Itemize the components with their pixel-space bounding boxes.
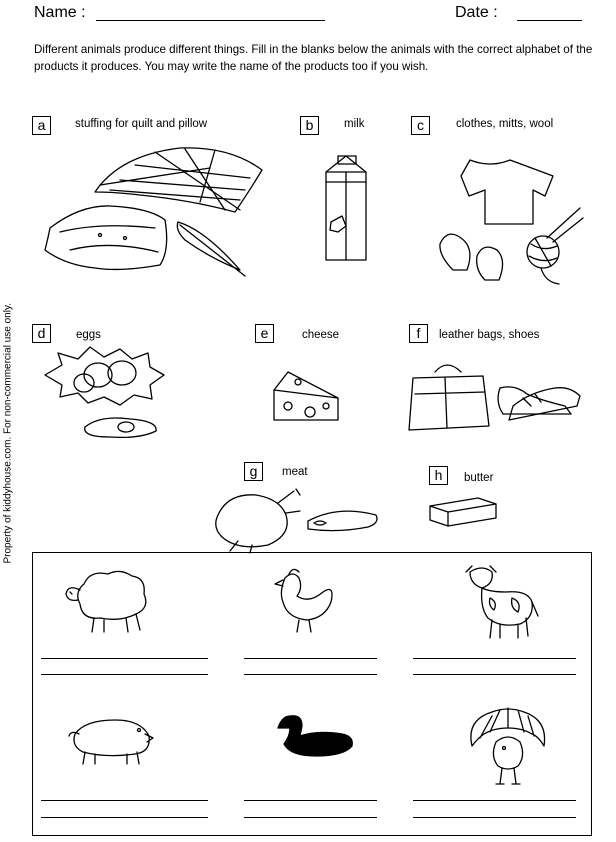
pig-icon xyxy=(65,712,155,767)
butter-block-icon xyxy=(428,492,498,532)
product-letter-h: h xyxy=(429,466,448,485)
answer-line[interactable] xyxy=(244,674,377,675)
eggs-nest-icon xyxy=(40,345,175,445)
copyright-note: Property of kiddyhouse.com. For non-commercial use only. xyxy=(2,303,14,564)
product-label-b: milk xyxy=(344,118,365,130)
chicken-steak-icon xyxy=(208,485,388,553)
quilt-pillow-feather-icon xyxy=(40,140,270,280)
tshirt-mitts-yarn-icon xyxy=(435,152,585,292)
answer-line[interactable] xyxy=(413,817,576,818)
product-letter-c: c xyxy=(411,116,430,135)
answer-line[interactable] xyxy=(41,817,208,818)
answer-line[interactable] xyxy=(41,658,208,659)
date-label: Date : xyxy=(455,4,498,21)
chicken-icon xyxy=(265,568,340,636)
cheese-wedge-icon xyxy=(270,368,342,428)
product-label-d: eggs xyxy=(76,329,101,341)
answer-line[interactable] xyxy=(413,658,576,659)
product-letter-e: e xyxy=(255,324,274,343)
name-label: Name : xyxy=(34,4,86,21)
answer-line[interactable] xyxy=(413,674,576,675)
product-label-a: stuffing for quilt and pillow xyxy=(75,118,208,130)
answer-line[interactable] xyxy=(41,674,208,675)
bag-shoes-icon xyxy=(405,358,585,438)
product-letter-f: f xyxy=(409,324,428,343)
answer-line[interactable] xyxy=(244,800,377,801)
product-label-e: cheese xyxy=(302,329,340,341)
answer-line[interactable] xyxy=(41,800,208,801)
cow-icon xyxy=(460,562,540,642)
product-letter-d: d xyxy=(32,324,51,343)
product-label-f: leather bags, shoes xyxy=(439,329,540,341)
turkey-icon xyxy=(466,706,550,788)
product-letter-a: a xyxy=(32,116,51,135)
name-field[interactable] xyxy=(96,20,325,21)
product-letter-g: g xyxy=(244,462,263,481)
product-label-h: butter xyxy=(464,472,494,484)
answer-line[interactable] xyxy=(244,817,377,818)
instructions: Different animals produce different things. Fill in the blanks below the animals with the correct alphabet of the products it produces. You may write the name of the products too if you wish. xyxy=(34,43,593,73)
answer-line[interactable] xyxy=(413,800,576,801)
milk-carton-icon xyxy=(316,152,376,264)
answer-line[interactable] xyxy=(244,658,377,659)
product-letter-b: b xyxy=(300,116,319,135)
sheep-icon xyxy=(60,564,158,636)
duck-icon xyxy=(268,710,356,760)
product-label-g: meat xyxy=(282,466,308,478)
product-label-c: clothes, mitts, wool xyxy=(456,118,554,130)
date-field[interactable] xyxy=(517,20,582,21)
